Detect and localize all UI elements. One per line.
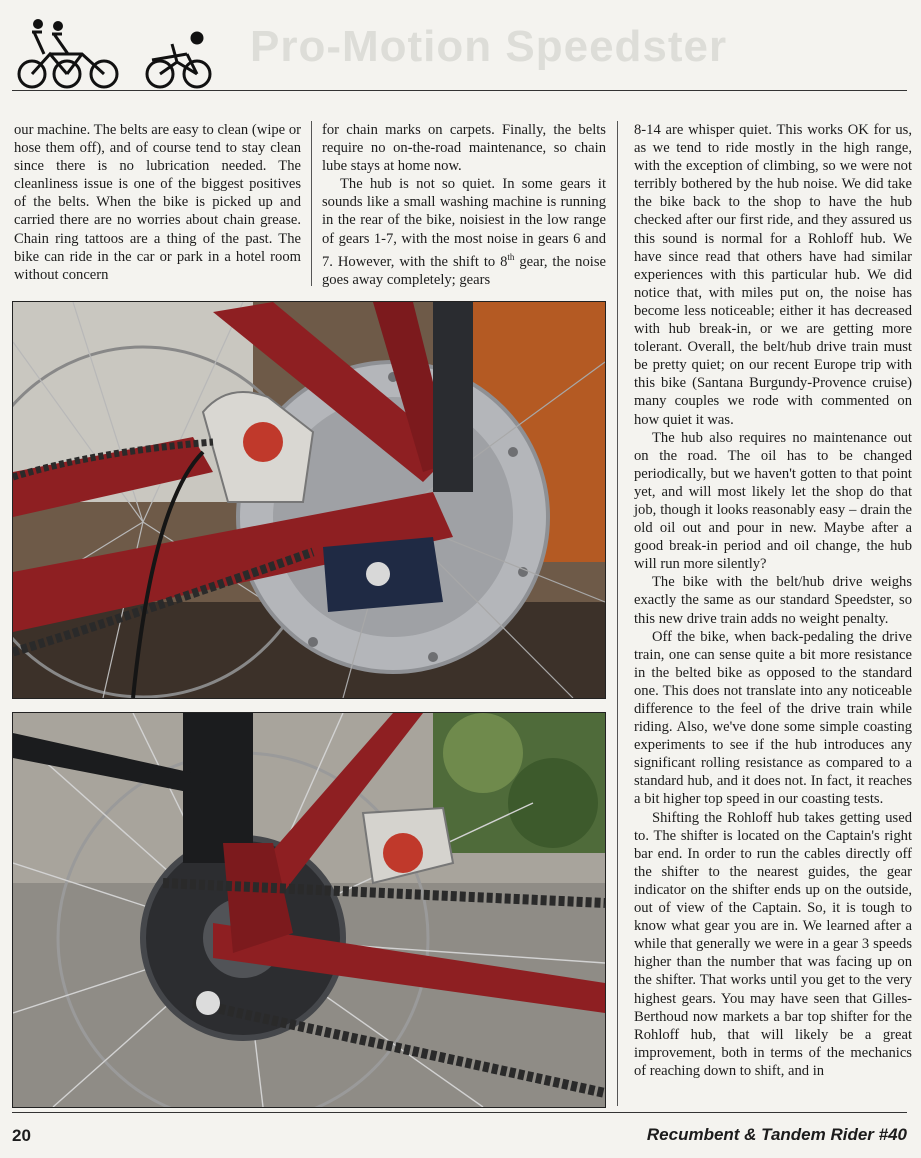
column-divider <box>617 121 618 1106</box>
paragraph-text: The hub is not so quiet. In some gears it sounds like a small washing machine is running in the rear of the bike, noisiest in the low range of gears 1-7, with the most noise in gears 6 and 7. However, with the shift to 8 <box>322 176 606 270</box>
magazine-name: Recumbent & Tandem Rider #40 <box>646 1125 907 1144</box>
text-column-2 <box>322 121 606 289</box>
header-divider <box>12 90 907 91</box>
page-number: 20 <box>12 1126 31 1145</box>
page-title: Pro-Motion Speedster <box>250 22 728 71</box>
paragraph: Shifting the Rohloff hub takes getting used to. The shifter is located on the Captain's right bar end. In order to run the cables directly off the shifter to the nearest guides, the gear indicator on the shifter ends up on the outside, out of view of the Captain. So, it is tough to know what gear you are in. We learned after a while that generally we were in a gear 3 speeds higher than the number that was facing up on the shifter. That works until you get to the very highest gears. You may have seen that Gilles-Berthoud now markets a bar top shifter for the Rohloff hub, that will likely be a great improvement, both in terms of the mechanics of reaching down to shift, and in <box>634 809 912 1079</box>
paragraph: The bike with the belt/hub drive weighs exactly the same as our standard Speedster, so this new drive train adds no weight penalty. <box>634 574 912 627</box>
paragraph-text: gear, the noise goes away completely; gears <box>322 253 606 288</box>
photo-disc-brake-closeup <box>12 301 606 699</box>
photo-rear-hub-belt <box>12 712 606 1108</box>
paragraph: The hub also requires no maintenance out on the road. The oil has to be changed periodically, but we haven't gotten to that point yet, and will most likely let the shop do that job, though it looks reasonably easy – drain the old oil out and pour in new. Maybe after a good break-in period and oil change, the hub will run more silently? <box>634 429 912 573</box>
ordinal-suffix: th <box>507 251 515 262</box>
text-column-1 <box>14 121 301 284</box>
paragraph: our machine. The belts are easy to clean (wipe or hose them off), and of course tend to stay clean since there is no lubrication needed. The cleanliness issue is one of the biggest positives of the belts. When the bike is picked up and carried there are no worries about chain grease. Chain ring tattoos are a thing of the past. The bike can ride in the car or park in a hotel room without concern <box>14 122 301 283</box>
paragraph: 8-14 are whisper quiet. This works OK for us, as we tend to ride mostly in the high range, with the exception of climbing, so we were not terribly bothered by the hub noise. We did take the bike back to the shop to have the hub checked after our first ride, and they assured us this sound is normal for a Rohloff hub. We have since read that others have had similar experiences with this particular hub. We did notice that, with miles put on, the noise has become less noticeable; either it has decreased with hub break-in, or we are getting more tolerant. Overall, the belt/hub drive train must be pretty quiet; on our recent Europe trip with this bike (Santana Burgundy-Provence cruise) many couples we rode with commented on how quiet it was. <box>634 122 912 428</box>
footer-divider <box>12 1112 907 1113</box>
paragraph <box>322 175 606 288</box>
paragraph: Off the bike, when back-pedaling the drive train, one can sense quite a bit more resistance in the belted bike as opposed to the standard one. This does not translate into any noticeable difference to the feel of the drive train while riding. Also, we've done some simple coasting experiments to see if the hub introduces any significant rolling resistance as compared to a standard hub, and it does not. In fact, it reaches a bit higher top speed in our coasting tests. <box>634 628 912 808</box>
paragraph: for chain marks on carpets. Finally, the belts require no on-the-road maintenance, so chain lube stays at home now. <box>322 122 606 175</box>
column-divider <box>311 121 312 286</box>
tandem-recumbent-logo-icon <box>12 14 212 92</box>
text-column-3 <box>634 121 912 1080</box>
